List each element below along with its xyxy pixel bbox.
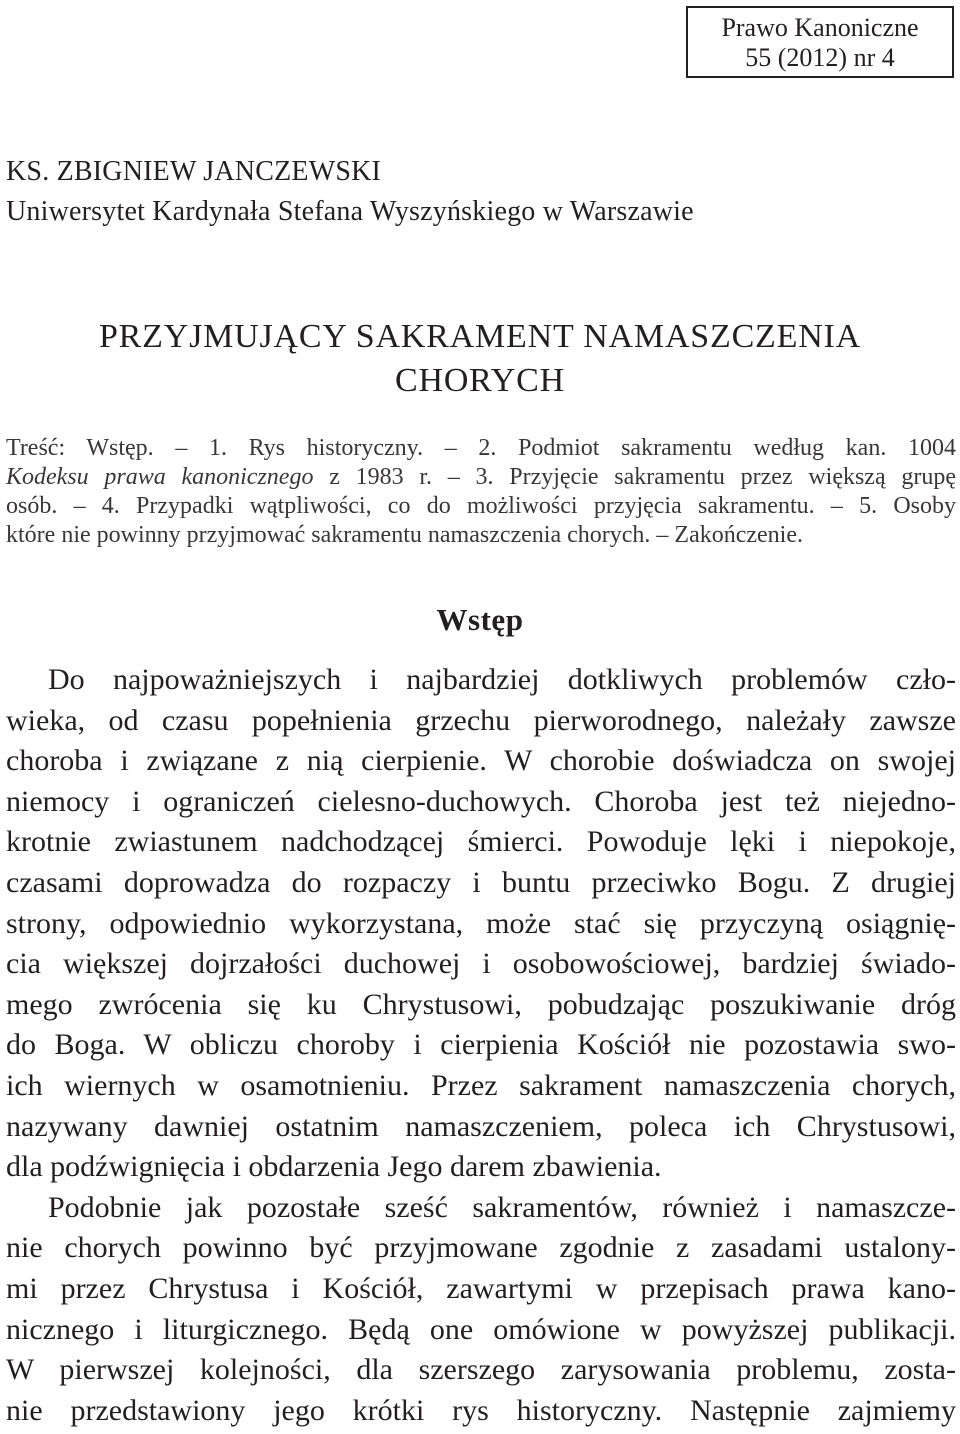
journal-name: Prawo Kanoniczne: [721, 13, 919, 42]
paragraph-line: czasami doprowadza do rozpaczy i buntu przeciwko Bogu. Z drugiej: [6, 865, 956, 899]
paragraph-line: niemocy i ograniczeń cielesno-duchowych. Choroba jest też niejedno-: [6, 784, 956, 818]
author-name: KS. ZBIGNIEW JANCZEWSKI: [6, 156, 382, 187]
paragraph-line: strony, odpowiednio wykorzystana, może stać się przyczyną osiągnię-: [6, 906, 956, 940]
paragraph-line: choroba i związane z nią cierpienie. W chorobie doświadcza on swojej: [6, 744, 956, 778]
paragraph-line: dla podźwignięcia i obdarzenia Jego darem zbawienia.: [6, 1150, 662, 1184]
table-of-contents: [6, 434, 956, 550]
contents-line-2-rest: z 1983 r. – 3. Przyjęcie sakramentu przez większą grupę: [313, 464, 956, 490]
article-title-line-1: PRZYJMUJĄCY SAKRAMENT NAMASZCZENIA: [98, 318, 862, 355]
paragraph-line: do Boga. W obliczu choroby i cierpienia Kościół nie pozostawia swo-: [6, 1028, 956, 1062]
paragraph-line: nie przedstawiony jego krótki rys historyczny. Następnie zajmiemy: [6, 1393, 956, 1427]
contents-line-4: które nie powinny przyjmować sakramentu namaszczenia chorych. – Zakończenie.: [6, 522, 804, 548]
paragraph-line: Podobnie jak pozostałe sześć sakramentów, również i namaszcze-: [48, 1190, 956, 1224]
paragraph-line: nie chorych powinno być przyjmowane zgodnie z zasadami ustalony-: [6, 1231, 956, 1265]
contents-line-1: Treść: Wstęp. – 1. Rys historyczny. – 2. Podmiot sakramentu według kan. 1004: [6, 435, 956, 461]
article-title: [0, 315, 960, 403]
paragraph-line: Do najpoważniejszych i najbardziej dotkliwych problemów czło-: [48, 663, 956, 696]
paragraph-line: nazywany dawniej ostatnim namaszczeniem, poleca ich Chrystusowi,: [6, 1109, 956, 1143]
contents-line-2: [6, 463, 956, 492]
journal-info-box: [686, 6, 954, 78]
author-block: [6, 152, 694, 232]
article-title-line-2: CHORYCH: [395, 362, 565, 399]
contents-line-3: osób. – 4. Przypadki wątpliwości, co do możliwości przyjęcia sakramentu. – 5. Osoby: [6, 493, 956, 519]
section-heading: Wstęp: [436, 602, 524, 637]
paragraph-line: krotnie zwiastunem nadchodzącej śmierci. Powoduje lęki i niepokoje,: [6, 825, 956, 859]
body-text: [6, 660, 956, 1431]
journal-issue: 55 (2012) nr 4: [745, 43, 895, 72]
paragraph-line: nicznego i liturgicznego. Będą one omówione w powyższej publikacji.: [6, 1312, 956, 1346]
paragraph-1: [6, 660, 956, 1188]
contents-code-title: Kodeksu prawa kanonicznego: [6, 464, 314, 490]
paragraph-line: wieka, od czasu popełnienia grzechu pierworodnego, należały zawsze: [6, 703, 956, 737]
paragraph-line: cia większej dojrzałości duchowej i osobowościowej, bardziej świado-: [6, 947, 956, 981]
paragraph-line: mego zwrócenia się ku Chrystusowi, pobudzając poszukiwanie dróg: [6, 987, 956, 1021]
paragraph-2: [6, 1188, 956, 1432]
author-affiliation: Uniwersytet Kardynała Stefana Wyszyńskiego w Warszawie: [6, 196, 694, 227]
paragraph-line: W pierwszej kolejności, dla szerszego zarysowania problemu, zosta-: [6, 1353, 956, 1387]
paragraph-line: ich wiernych w osamotnieniu. Przez sakrament namaszczenia chorych,: [6, 1068, 956, 1102]
paragraph-line: mi przez Chrystusa i Kościół, zawartymi w przepisach prawa kano-: [6, 1271, 956, 1305]
